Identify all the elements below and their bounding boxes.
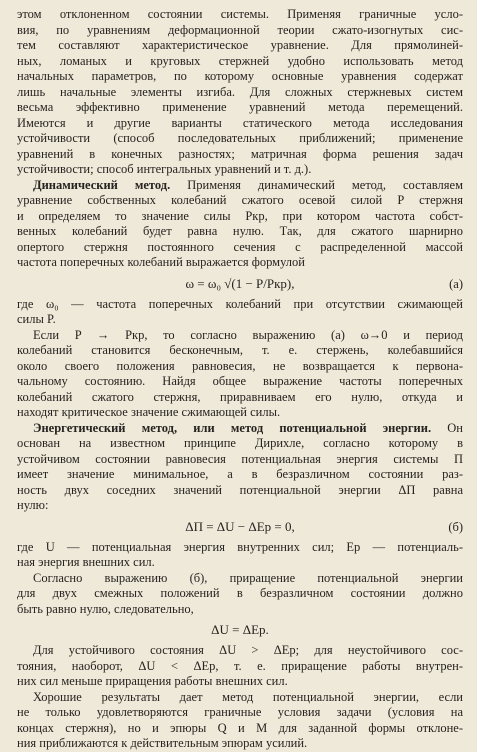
text-span: Он xyxy=(431,420,463,435)
text-line: быть равно нулю, следовательно, xyxy=(17,601,194,616)
formula: ΔU = ΔEp. xyxy=(211,622,269,637)
text-line: где U — потенциальная энергия внутренних сил; Ep — потенциаль- xyxy=(17,539,463,554)
text-line: около своего положения равновесия, не возвращается к первона- xyxy=(17,358,463,373)
text-line: лишь начальные элементы изгиба. Для сложных стержневых систем xyxy=(17,84,463,99)
text-line: ность двух соседних значений потенциальной энергии ΔП равна xyxy=(17,482,463,497)
section-heading: Энергетический метод, или метод потенциальной энергии. xyxy=(33,420,432,435)
text-line: для двух смежных положений в безразличном состоянии должно xyxy=(17,586,463,600)
text-line: частота поперечных колебаний выражается формулой xyxy=(17,255,305,269)
text-line: Хорошие результаты дает метод потенциальной энергии, если xyxy=(33,689,463,704)
text-line: Для устойчивого состояния ΔU > ΔEp; для неустойчивого сос- xyxy=(33,643,463,657)
text-line: уравнение собственных колебаний сжатого осевой силой P стержня xyxy=(17,193,463,207)
text-line: концах стержня), но и эпюры Q и M для заданной формы отклоне- xyxy=(17,720,463,735)
text-line: весьма эффективно применение уравнений метода перемещений. xyxy=(17,100,463,114)
text-line: ния приближаются к действительным эпюрам усилий. xyxy=(17,736,308,750)
text-line: уравнений в конечных разностях; матричная форма решения задач xyxy=(17,146,463,161)
text-line: венных колебаний будет равна нулю. Так, для сжатого шарнирно xyxy=(17,224,463,238)
equation xyxy=(17,271,463,297)
text-line: где ω₀ — частота поперечных колебаний при отсутствии сжимающей xyxy=(17,296,463,311)
text-line: основан на известном принципе Дирихле, согласно которому в xyxy=(17,436,463,450)
text-line: устойчивости; способ интегральных уравнений и т. д.). xyxy=(17,162,312,176)
text-line xyxy=(17,421,463,437)
text-line: чальному состоянию. Найдя общее выражение частоты поперечных xyxy=(17,374,463,388)
text-line: не только удовлетворяются граничные условия задачи (условия на xyxy=(17,705,463,719)
text-line: этом отклоненном состоянии системы. Применяя граничные усло- xyxy=(17,7,463,21)
text-line: начальных параметров, по которому основные уравнения содержат xyxy=(17,69,463,83)
text-line xyxy=(17,178,463,194)
formula: ω = ω₀ √(1 − P/Pкр), xyxy=(185,275,295,291)
text-line: находят критическое значение сжимающей силы. xyxy=(17,405,281,419)
equation-number: (б) xyxy=(448,519,463,534)
text-span: Применяя динамический метод, составляем xyxy=(170,177,463,192)
section-heading: Динамический метод. xyxy=(33,177,171,192)
equation xyxy=(17,514,463,540)
text-line: колебаний становится бесконечным, т. е. стержень, колебавшийся xyxy=(17,343,463,357)
text-line: ная энергия внешних сил. xyxy=(17,555,155,569)
equation xyxy=(17,617,463,643)
text-line: них сил меньше приращения работы внешних сил. xyxy=(17,674,288,688)
text-line: тояния, наоборот, ΔU < ΔEp, т. е. приращение работы внутрен- xyxy=(17,658,463,673)
text-line: Согласно выражению (б), приращение потенциальной энергии xyxy=(33,570,463,585)
text-line: имеет значение минимальное, а в безразличном состоянии раз- xyxy=(17,467,463,481)
text-line: Если P → Pкр, то согласно выражению (а) ω→0 и период xyxy=(33,327,463,342)
text-line: нулю: xyxy=(17,498,49,512)
text-line: и определяем то значение силы Pкр, при котором частота собст- xyxy=(17,208,463,223)
text-line: устойчивом состоянии равновесия потенциальная энергия системы П xyxy=(17,451,463,466)
text-line: вия, по уравнениям деформационной теории сжато-изогнутых сис- xyxy=(17,22,463,37)
equation-number: (а) xyxy=(449,276,463,291)
text-line: Имеются и другие варианты статического метода исследования xyxy=(17,115,463,130)
text-line: ных, ломаных и круговых стержней удобно использовать метод xyxy=(17,53,463,68)
text-line: силы P. xyxy=(17,312,56,326)
text-line: колебаний сжатого стержня, приравниваем его нулю, откуда и xyxy=(17,389,463,404)
text-line: устойчивости (способ последовательных приближений; применение xyxy=(17,131,463,145)
text-line: опертого стержня постоянного сечения с распределенной массой xyxy=(17,239,463,254)
text-line: тем составляют характеристическое уравнение. Для прямолиней- xyxy=(17,38,463,52)
formula: ΔП = ΔU − ΔEp = 0, xyxy=(185,518,295,534)
